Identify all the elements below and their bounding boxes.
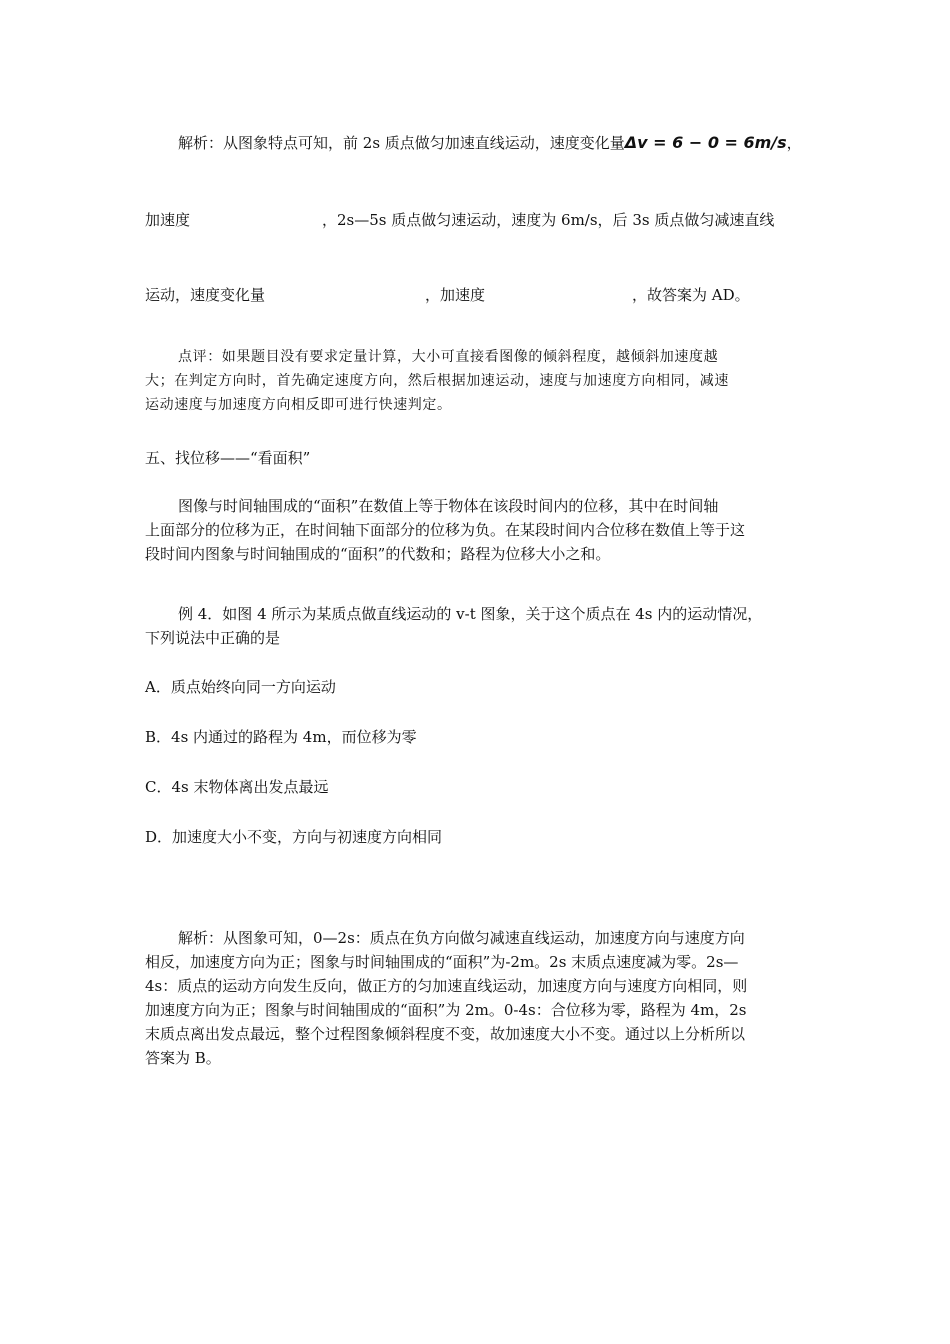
analysis2-paragraph: [145, 926, 807, 1070]
analysis1-line1-end: ，: [786, 134, 802, 152]
option-c: C．4s 末物体离出发点最远: [145, 778, 329, 796]
velocity-change-label: 运动，速度变化量: [145, 286, 266, 304]
analysis2-line2: 相反，加速度方向为正；图象与时间轴围成的“面积”为-2m。2s 末质点速度减为零。2s—: [145, 953, 739, 971]
comment-line2: 大；在判定方向时，首先确定速度方向，然后根据加速运动，速度与加速度方向相同，减速: [145, 373, 729, 389]
delta-v-equation: Δv = 6 − 0 = 6m/s: [624, 133, 787, 152]
analysis1-line2-text: ，2s—5s 质点做匀速运动，速度为 6m/s，后 3s 质点做匀减速直线: [322, 211, 775, 229]
analysis1-line1: [178, 132, 802, 154]
analysis2-line6: 答案为 B。: [145, 1049, 221, 1067]
section5-line3: 段时间内图象与时间轴围成的“面积”的代数和；路程为位移大小之和。: [145, 545, 611, 563]
analysis1-text: 解析：从图象特点可知，前 2s 质点做匀加速直线运动，速度变化量: [178, 134, 625, 152]
comment-paragraph: [145, 345, 807, 417]
analysis2-line5: 末质点离出发点最远，整个过程图象倾斜程度不变，故加速度大小不变。通过以上分析所以: [145, 1025, 746, 1043]
answer-ad: ，故答案为 AD。: [632, 286, 750, 304]
acceleration-label: 加速度: [145, 211, 191, 229]
example4-line2: 下列说法中正确的是: [145, 629, 281, 647]
section5-line2: 上面部分的位移为正，在时间轴下面部分的位移为负。在某段时间内合位移在数值上等于这: [145, 521, 746, 539]
example4-line1: 例 4．如图 4 所示为某质点做直线运动的 v-t 图象，关于这个质点在 4s 内的运动情况，: [178, 605, 763, 623]
analysis1-line2: [145, 209, 774, 231]
comment-line3: 运动速度与加速度方向相反即可进行快速判定。: [145, 397, 452, 413]
analysis2-line1: 解析：从图象可知，0—2s：质点在负方向做匀减速直线运动，加速度方向与速度方向: [178, 929, 745, 947]
analysis2-line4: 加速度方向为正；图象与时间轴围成的“面积”为 2m。0-4s：合位移为零，路程为 4m，2s: [145, 1001, 747, 1019]
analysis2-line3: 4s：质点的运动方向发生反向，做正方的匀加速直线运动，加速度方向与速度方向相同，则: [145, 977, 748, 995]
option-a: A．质点始终向同一方向运动: [145, 678, 336, 696]
analysis1-line3: [145, 284, 750, 306]
section5-paragraph: [145, 494, 807, 566]
acceleration-label-2: ，加速度: [425, 286, 486, 304]
section5-line1: 图像与时间轴围成的“面积”在数值上等于物体在该段时间内的位移，其中在时间轴: [178, 497, 719, 515]
comment-line1: 点评：如果题目没有要求定量计算，大小可直接看图像的倾斜程度，越倾斜加速度越: [178, 349, 719, 365]
section5-heading: 五、找位移——“看面积”: [145, 449, 311, 467]
option-b: B．4s 内通过的路程为 4m，而位移为零: [145, 728, 417, 746]
option-d: D．加速度大小不变，方向与初速度方向相同: [145, 828, 443, 846]
example4-question: [145, 602, 807, 650]
